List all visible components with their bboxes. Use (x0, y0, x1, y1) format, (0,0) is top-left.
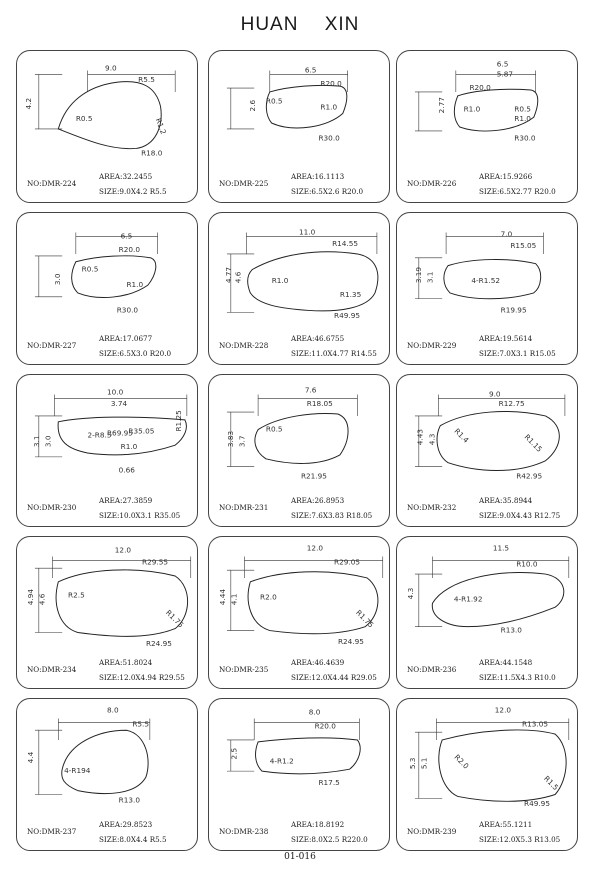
dimension-label: R5.5 (132, 719, 150, 729)
size-value: SIZE:8.0X2.5 R220.0 (291, 835, 368, 844)
product-card (208, 536, 390, 689)
width-dimension-line (76, 233, 158, 254)
dimension-label: R1.25 (174, 410, 184, 432)
dimension-label: 8.0 (106, 705, 119, 715)
size-value: SIZE:9.0X4.2 R5.5 (99, 187, 167, 196)
dimension-label: 4.4 (25, 751, 35, 764)
technical-drawing (211, 215, 387, 327)
area-value: AREA:35.8944 (479, 496, 533, 505)
dimension-label: 11.0 (299, 227, 316, 237)
dimension-label: R0.5 (514, 104, 531, 114)
area-value: AREA:51.8024 (99, 658, 153, 667)
dimension-label: R1.75 (354, 608, 376, 630)
dimension-label: R2.0 (260, 592, 277, 602)
size-value: SIZE:6.5X3.0 R20.0 (99, 349, 172, 358)
width-dimension-line (244, 557, 382, 578)
profile-outline (255, 414, 348, 464)
dimension-label: R20.0 (320, 79, 342, 89)
profile-outline (56, 570, 187, 636)
product-card (208, 50, 390, 203)
technical-drawing (211, 53, 387, 165)
dimension-label: 5.3 (407, 757, 417, 770)
dimension-label: 3.83 (225, 430, 235, 448)
product-card (208, 212, 390, 365)
spec-block (17, 817, 197, 851)
dimension-label: R21.95 (300, 471, 327, 481)
dimension-label: 4-R194 (64, 766, 91, 776)
dimension-label: 3.1 (31, 435, 41, 448)
dimension-label: R1.0 (120, 442, 138, 452)
area-value: AREA:19.5614 (479, 334, 533, 343)
product-card (208, 374, 390, 527)
area-value: AREA:18.8192 (291, 820, 345, 829)
area-value: AREA:55.1211 (479, 820, 533, 829)
dimension-label: R1.15 (522, 432, 545, 454)
model-number: NO:DMR-229 (407, 341, 457, 350)
dimension-label: 4.44 (217, 588, 227, 606)
dimension-label: R20.0 (314, 721, 336, 731)
product-card (16, 374, 198, 527)
dimension-label: R13.05 (522, 719, 549, 729)
dimension-label: R13.0 (118, 795, 141, 805)
product-card (16, 536, 198, 689)
dimension-label: 4.3 (427, 433, 437, 446)
dimension-label: R29.55 (142, 557, 169, 567)
dimension-label: 3.7 (237, 435, 247, 448)
dimension-label: R2.0 (452, 752, 471, 771)
dimension-label: R20.0 (118, 245, 141, 255)
dimension-label: 4.77 (223, 266, 233, 284)
dimension-label: 11.5 (492, 543, 510, 553)
dimension-label: 2.77 (437, 97, 447, 114)
spec-block (17, 169, 197, 203)
spec-block (397, 817, 577, 851)
dimension-label: R49.95 (334, 311, 361, 321)
dimension-label: R10.0 (516, 559, 538, 569)
technical-drawing (399, 53, 575, 165)
dimension-label: 8.0 (308, 707, 321, 717)
width-dimension-line (254, 719, 359, 740)
dimension-label: 4.6 (233, 271, 243, 284)
profile-outline (432, 573, 564, 627)
area-value: AREA:17.0677 (99, 334, 153, 343)
model-number: NO:DMR-232 (407, 503, 457, 512)
area-value: AREA:46.4639 (291, 658, 345, 667)
size-value: SIZE:7.6X3.83 R18.05 (291, 511, 373, 520)
dimension-label: R0.5 (265, 96, 283, 106)
model-number: NO:DMR-236 (407, 665, 457, 674)
product-card (208, 698, 390, 851)
model-number: NO:DMR-224 (27, 179, 77, 188)
size-value: SIZE:12.0X4.44 R29.05 (291, 673, 377, 682)
product-card (396, 374, 578, 527)
area-value: AREA:32.2455 (99, 172, 153, 181)
dimension-label: R1.0 (514, 114, 531, 124)
dimension-label: R42.95 (516, 471, 543, 481)
brand-right: XIN (324, 14, 360, 35)
profile-outline (72, 256, 156, 298)
dimension-label: 7.6 (304, 385, 317, 395)
dimension-label: R24.95 (145, 639, 172, 649)
dimension-label: 12.0 (494, 705, 512, 715)
dimension-label: 0.66 (118, 465, 135, 475)
dimension-label: R49.95 (524, 799, 550, 809)
spec-block (209, 493, 389, 527)
profile-outline (62, 730, 148, 793)
area-value: AREA:46.6755 (291, 334, 345, 343)
size-value: SIZE:6.5X2.77 R20.0 (479, 187, 556, 196)
dimension-label: R30.0 (318, 133, 340, 143)
size-value: SIZE:7.0X3.1 R15.05 (479, 349, 556, 358)
size-value: SIZE:12.0X4.94 R29.55 (99, 673, 185, 682)
dimension-label: 4-R1.92 (453, 594, 483, 604)
dimension-label: 2.6 (248, 99, 258, 112)
dimension-label: R14.55 (332, 239, 359, 249)
product-card (396, 212, 578, 365)
product-card (396, 50, 578, 203)
dimension-label: R1.0 (126, 280, 144, 290)
dimension-label: R20.0 (469, 83, 491, 93)
area-value: AREA:29.8523 (99, 820, 153, 829)
profile-outline (439, 730, 566, 801)
model-number: NO:DMR-226 (407, 179, 457, 188)
size-value: SIZE:11.0X4.77 R14.55 (291, 349, 377, 358)
height-dimension-line (35, 74, 62, 129)
dimension-label: 6.5 (120, 231, 133, 241)
dimension-label: R12.75 (498, 399, 525, 409)
technical-drawing (19, 215, 195, 327)
spec-block (397, 331, 577, 365)
dimension-label: R0.5 (265, 424, 283, 434)
size-value: SIZE:12.0X5.3 R13.05 (479, 835, 561, 844)
profile-outline (248, 252, 378, 311)
dimension-label: R29.05 (334, 557, 361, 567)
dimension-label: 3.19 (413, 266, 423, 284)
dimension-label: 3.0 (43, 435, 53, 448)
profile-outline (248, 572, 378, 634)
technical-drawing (19, 539, 195, 651)
model-number: NO:DMR-227 (27, 341, 77, 350)
dimension-label: 4.94 (25, 588, 35, 606)
dimension-label: R1.75 (164, 608, 186, 630)
spec-block (17, 331, 197, 365)
product-card (396, 698, 578, 851)
technical-drawing (399, 701, 575, 813)
spec-block (397, 655, 577, 689)
product-card (396, 536, 578, 689)
page-code: 01-016 (284, 852, 316, 862)
dimension-label: R13.0 (500, 625, 522, 635)
dimension-label: R1.4 (452, 426, 471, 445)
dimension-label: R1.0 (271, 276, 289, 286)
dimension-label: 12.0 (114, 545, 132, 555)
dimension-label: 4-R1.2 (269, 756, 294, 766)
profile-outline (437, 412, 559, 471)
dimension-label: 4.43 (415, 428, 425, 446)
dimension-label: R19.95 (500, 305, 527, 315)
model-number: NO:DMR-225 (219, 179, 269, 188)
technical-drawing (211, 539, 387, 651)
dimension-label: R0.5 (75, 114, 93, 124)
dimension-label: R1.2 (153, 116, 168, 136)
dimension-label: R30.0 (514, 133, 536, 143)
spec-block (209, 331, 389, 365)
dimension-label: 12.0 (306, 543, 324, 553)
spec-block (209, 655, 389, 689)
product-card (16, 50, 198, 203)
dimension-label: R35.05 (128, 426, 155, 436)
size-value: SIZE:6.5X2.6 R20.0 (291, 187, 364, 196)
model-number: NO:DMR-238 (219, 827, 269, 836)
size-value: SIZE:11.5X4.3 R10.0 (479, 673, 556, 682)
model-number: NO:DMR-234 (27, 665, 77, 674)
spec-block (17, 493, 197, 527)
dimension-label: R5.5 (138, 75, 155, 85)
technical-drawing (399, 377, 575, 489)
size-value: SIZE:9.0X4.43 R12.75 (479, 511, 561, 520)
dimension-label: R18.05 (306, 399, 333, 409)
dimension-label: R2.5 (68, 590, 85, 600)
technical-drawing (399, 215, 575, 327)
dimension-label: R1.0 (463, 104, 481, 114)
spec-block (209, 169, 389, 203)
dimension-label: 4.6 (37, 593, 47, 606)
width-dimension-line (88, 71, 176, 92)
dimension-label: R17.5 (318, 777, 340, 787)
dimension-label: 7.0 (500, 229, 513, 239)
dimension-label: 9.0 (105, 63, 117, 73)
dimension-label: 3.74 (110, 399, 128, 409)
product-card (16, 212, 198, 365)
area-value: AREA:15.9266 (479, 172, 533, 181)
technical-drawing (399, 539, 575, 651)
model-number: NO:DMR-228 (219, 341, 269, 350)
dimension-label: 2.5 (229, 747, 239, 760)
model-number: NO:DMR-231 (219, 503, 269, 512)
page-title (0, 14, 600, 36)
technical-drawing (19, 701, 195, 813)
brand-left: HUAN (240, 14, 299, 35)
dimension-label: 6.5 (304, 65, 317, 75)
dimension-label: R30.0 (116, 305, 139, 315)
dimension-label: 10.0 (106, 387, 124, 397)
area-value: AREA:27.3859 (99, 496, 153, 505)
dimension-label: R0.5 (81, 264, 99, 274)
model-number: NO:DMR-235 (219, 665, 269, 674)
dimension-label: R1.35 (339, 289, 362, 299)
spec-block (17, 655, 197, 689)
technical-drawing (19, 377, 195, 489)
dimension-label: R1.5 (542, 773, 561, 793)
dimension-label: 5.1 (419, 757, 429, 770)
technical-drawing (211, 701, 387, 813)
dimension-label: R24.95 (337, 637, 364, 647)
dimension-label: R15.05 (510, 241, 537, 251)
technical-drawing (19, 53, 195, 165)
size-value: SIZE:10.0X3.1 R35.05 (99, 511, 181, 520)
area-value: AREA:26.8953 (291, 496, 345, 505)
dimension-label: 4.3 (405, 587, 415, 600)
dimension-label: 4-R1.52 (471, 276, 501, 286)
area-value: AREA:16.1113 (291, 172, 345, 181)
size-value: SIZE:8.0X4.4 R5.5 (99, 835, 167, 844)
height-dimension-line (415, 574, 442, 627)
model-number: NO:DMR-237 (27, 827, 77, 836)
dimension-label: 9.0 (488, 389, 501, 399)
dimension-label: 4.2 (24, 97, 34, 110)
model-number: NO:DMR-230 (27, 503, 77, 512)
dimension-label: 3.0 (53, 273, 63, 286)
width-dimension-line (456, 71, 536, 92)
technical-drawing (211, 377, 387, 489)
spec-block (397, 493, 577, 527)
dimension-label: 3.1 (425, 271, 435, 284)
product-card (16, 698, 198, 851)
dimension-label: 2-R8.5 (87, 430, 112, 440)
dimension-label: R1.0 (320, 102, 338, 112)
dimension-label: R69.95 (106, 428, 133, 438)
spec-block (209, 817, 389, 851)
dimension-label: 6.5 (496, 59, 509, 69)
model-number: NO:DMR-239 (407, 827, 457, 836)
spec-block (397, 169, 577, 203)
area-value: AREA:44.1548 (479, 658, 533, 667)
dimension-label: 5.87 (496, 69, 513, 79)
profile-outline (58, 82, 161, 149)
dimension-label: 4.1 (229, 593, 239, 606)
dimension-label: R18.0 (141, 148, 163, 158)
